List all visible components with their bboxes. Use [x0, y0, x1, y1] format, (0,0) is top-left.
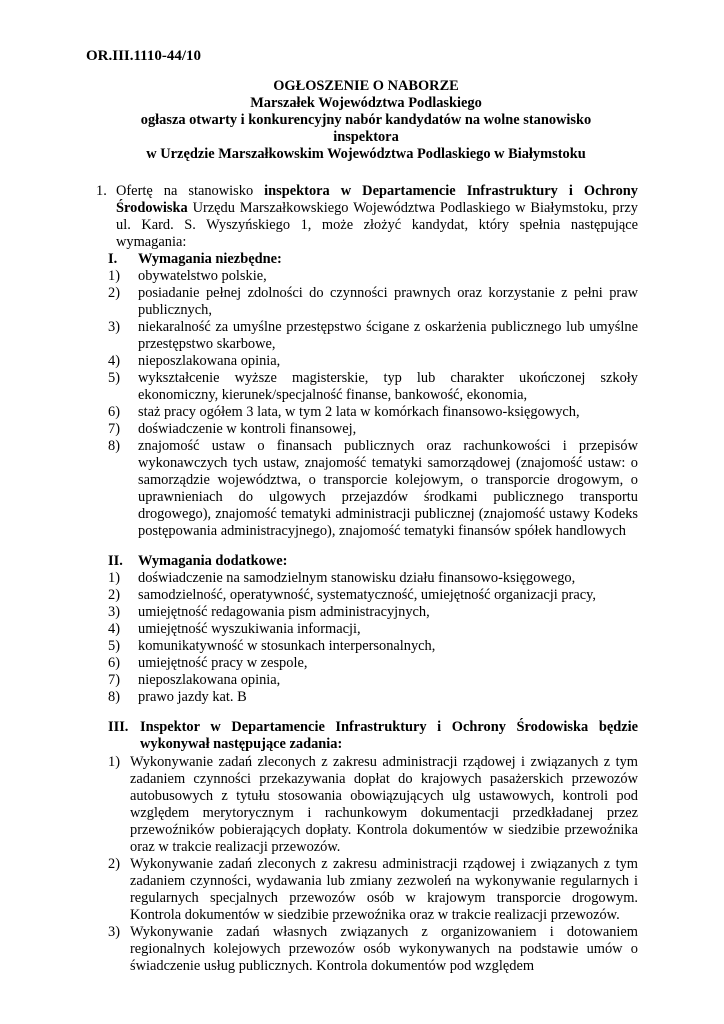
item-text: wykształcenie wyższe magisterskie, typ lub charakter ukończonej szkoły ekonomiczny, kierunek/specjalność finanse, bankowość, ekonomia, — [138, 370, 638, 403]
section-tasks-heading — [108, 719, 638, 753]
heading-line-office: w Urzędzie Marszałkowskim Województwa Podlaskiego w Białymstoku — [146, 146, 586, 162]
tasks-list — [108, 754, 638, 975]
item-number: 5) — [108, 638, 120, 654]
heading-line-position: inspektora — [333, 129, 399, 145]
section-title: Wymagania dodatkowe: — [138, 553, 288, 569]
heading-line-title: OGŁOSZENIE O NABORZE — [273, 78, 459, 94]
list-item — [108, 421, 638, 438]
item-number: 6) — [108, 655, 120, 671]
heading-line-issuer: Marszałek Województwa Podlaskiego — [250, 95, 482, 111]
item-text: Wykonywanie zadań własnych związanych z organizowaniem i dotowaniem regionalnych kolejowych przewozów osób wykonywanych na podstawie umów o świadczenie usług publicznych. Kontrola dokumentów pod względem — [130, 924, 638, 974]
item-number: 2) — [108, 285, 120, 301]
item-text: nieposzlakowana opinia, — [138, 672, 281, 688]
list-item — [108, 655, 638, 672]
list-item — [108, 638, 638, 655]
list-item — [108, 370, 638, 404]
list-item — [108, 353, 638, 370]
item-number: 4) — [108, 353, 120, 369]
item-text: umiejętność wyszukiwania informacji, — [138, 621, 361, 637]
item-number: 1) — [108, 754, 120, 770]
item-number: 3) — [108, 319, 120, 335]
item-text: prawo jazdy kat. B — [138, 689, 247, 705]
intro-text — [116, 183, 638, 251]
item-number: 7) — [108, 672, 120, 688]
item-number: 7) — [108, 421, 120, 437]
item-number: 6) — [108, 404, 120, 420]
document-reference-number: OR.III.1110-44/10 — [86, 48, 202, 64]
intro-text-start: Ofertę na stanowisko — [116, 183, 265, 199]
section-number: III. — [108, 719, 129, 735]
item-number: 5) — [108, 370, 120, 386]
item-number: 4) — [108, 621, 120, 637]
section-number: II. — [108, 553, 123, 569]
intro-position-name: inspektora w Departamencie Infrastruktury i Ochrony Środowiska — [116, 183, 638, 216]
item-text: Wykonywanie zadań zleconych z zakresu administracji rządowej i związanych z tym zadaniem czynności, wydawania lub zmiany zezwoleń na wykonywanie regularnych i regularnych specjalnych przewozów osób w krajowym transporcie drogowym. Kontrola dokumentów w siedzibie przewoźnika oraz w trakcie realizacji przewozów. — [130, 856, 638, 923]
item-number: 8) — [108, 438, 120, 454]
list-item — [108, 587, 638, 604]
item-text: nieposzlakowana opinia, — [138, 353, 281, 369]
list-item — [108, 621, 638, 638]
section-title: Wymagania niezbędne: — [138, 251, 282, 267]
item-number: 2) — [108, 587, 120, 603]
list-item — [108, 689, 638, 706]
list-item — [108, 924, 638, 975]
item-text: umiejętność redagowania pism administracyjnych, — [138, 604, 430, 620]
section-additional-heading — [108, 553, 287, 570]
heading-line-announcement: ogłasza otwarty i konkurencyjny nabór kandydatów na wolne stanowisko — [140, 112, 592, 128]
item-text: obywatelstwo polskie, — [138, 268, 267, 284]
additional-list — [108, 570, 638, 706]
item-number: 1) — [108, 268, 120, 284]
item-text: samodzielność, operatywność, systematyczność, umiejętność organizacji pracy, — [138, 587, 596, 603]
list-item — [108, 319, 638, 353]
item-text: staż pracy ogółem 3 lata, w tym 2 lata w komórkach finansowo-księgowych, — [138, 404, 580, 420]
item-number: 2) — [108, 856, 120, 872]
item-number: 3) — [108, 604, 120, 620]
item-number: 3) — [108, 924, 120, 940]
announcement-heading — [80, 78, 652, 163]
list-item — [108, 404, 638, 421]
item-number: 8) — [108, 689, 120, 705]
item-text: doświadczenie na samodzielnym stanowisku działu finansowo-księgowego, — [138, 570, 576, 586]
list-item — [108, 604, 638, 621]
list-item — [108, 672, 638, 689]
list-item — [108, 754, 638, 856]
intro-text-end: Urzędu Marszałkowskiego Województwa Podlaskiego w Białymstoku, przy ul. Kard. S. Wyszyńskiego 1, może złożyć kandydat, który spełnia następujące wymagania: — [116, 200, 638, 250]
item-number: 1) — [108, 570, 120, 586]
item-text: doświadczenie w kontroli finansowej, — [138, 421, 357, 437]
section-number: I. — [108, 251, 118, 267]
section-required-heading — [108, 251, 282, 268]
list-item — [108, 285, 638, 319]
item-text: niekaralność za umyślne przestępstwo ścigane z oskarżenia publicznego lub umyślne przestępstwo skarbowe, — [138, 319, 638, 352]
section-title: Inspektor w Departamencie Infrastruktury i Ochrony Środowiska będzie wykonywał następujące zadania: — [140, 719, 638, 752]
item-text: umiejętność pracy w zespole, — [138, 655, 308, 671]
required-list — [108, 268, 638, 540]
intro-number: 1. — [96, 183, 107, 199]
list-item — [108, 268, 638, 285]
item-text: posiadanie pełnej zdolności do czynności prawnych oraz korzystanie z pełni praw publicznych, — [138, 285, 638, 318]
list-item — [108, 570, 638, 587]
list-item — [108, 856, 638, 924]
item-text: komunikatywność w stosunkach interpersonalnych, — [138, 638, 436, 654]
item-text: Wykonywanie zadań zleconych z zakresu administracji rządowej i związanych z tym zadaniem czynności przekazywania dopłat do krajowych pasażerskich przewozów autobusowych z tytułu stosowania obowiązujących ulg ustawowych, kontroli pod względem merytorycznym i rachunkowym dokumentacji przedkładanej przez przewoźników pobierających dopłaty. Kontrola dokumentów w siedzibie przewoźnika oraz w trakcie realizacji przewozów. — [130, 754, 638, 855]
item-text: znajomość ustaw o finansach publicznych oraz rachunkowości i przepisów wykonawczych tych ustaw, znajomość tematyki samorządowej (znajomość ustaw: o samorządzie województwa, o transporcie kolejowym, o transporcie drogowym, o uprawnieniach do ulgowych przejazdów środkami publicznego transportu drogowego), znajomość tematyki administracji publicznej (znajomość ustawy Kodeks postępowania administracyjnego), znajomość tematyki finansów spółek handlowych — [138, 438, 638, 539]
list-item — [108, 438, 638, 540]
intro-paragraph — [96, 183, 638, 251]
